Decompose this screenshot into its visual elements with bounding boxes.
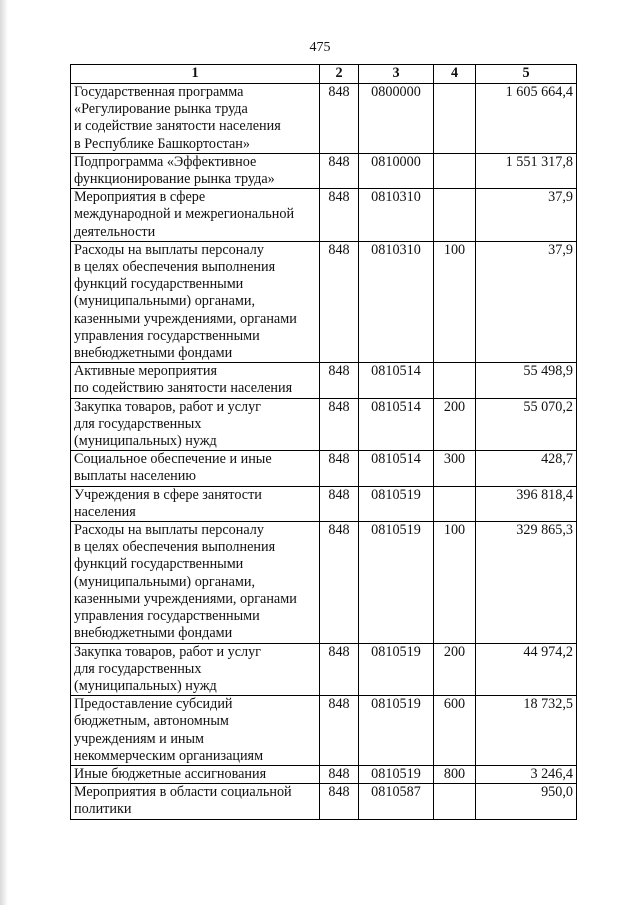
table-row [71, 696, 577, 766]
admin-code-cell: 848 [320, 522, 359, 643]
table-body [71, 84, 577, 820]
target-article-cell: 0810519 [359, 696, 434, 766]
amount-cell: 329 865,3 [476, 522, 577, 643]
expense-name-line: казенными учреждениями, органами [74, 310, 297, 327]
expense-type-cell [434, 486, 476, 521]
expense-name-line: для государственных [74, 660, 202, 677]
admin-code-cell: 848 [320, 189, 359, 242]
expense-name-line: Мероприятия в области социальной [74, 784, 292, 801]
expense-name-line: в Республике Башкортостан» [74, 135, 250, 152]
admin-code-cell: 848 [320, 363, 359, 398]
expense-name-line: казенными учреждениями, органами [74, 590, 297, 607]
expense-name-line: Закупка товаров, работ и услуг [74, 643, 261, 660]
expense-name-line: (муниципальных) нужд [74, 677, 217, 694]
target-article-cell: 0810310 [359, 241, 434, 362]
expense-name-line: Подпрограмма «Эффективное [74, 153, 257, 170]
expense-name-cell [71, 363, 320, 398]
expense-name-line: для государственных [74, 415, 202, 432]
admin-code-cell: 848 [320, 643, 359, 696]
expense-type-cell: 100 [434, 522, 476, 643]
expense-name-line: Социальное обеспечение и иные [74, 451, 272, 468]
admin-code-cell: 848 [320, 153, 359, 188]
expense-name-line: (муниципальных) нужд [74, 433, 217, 450]
expense-type-cell: 300 [434, 451, 476, 486]
expense-name-line: международной и межрегиональной [74, 206, 295, 223]
target-article-cell: 0810587 [359, 784, 434, 819]
table-row [71, 153, 577, 188]
expense-name-line: управления государственными [74, 608, 260, 625]
expense-name-line: населения [74, 503, 136, 520]
column-header: 2 [320, 65, 359, 84]
column-header: 3 [359, 65, 434, 84]
expense-type-cell [434, 363, 476, 398]
target-article-cell: 0810519 [359, 765, 434, 783]
target-article-cell: 0810310 [359, 189, 434, 242]
expense-name-cell [71, 522, 320, 643]
admin-code-cell: 848 [320, 451, 359, 486]
expense-type-cell: 200 [434, 398, 476, 451]
expense-name-cell [71, 153, 320, 188]
target-article-cell: 0810519 [359, 643, 434, 696]
expense-name-line: функций государственными [74, 556, 244, 573]
amount-cell: 3 246,4 [476, 765, 577, 783]
expense-name-line: Мероприятия в сфере [74, 189, 206, 206]
amount-cell: 1 551 317,8 [476, 153, 577, 188]
expense-name-cell [71, 241, 320, 362]
expense-name-cell [71, 189, 320, 242]
target-article-cell: 0810514 [359, 451, 434, 486]
scan-edge-shadow [0, 0, 8, 905]
expense-name-line: (муниципальными) органами, [74, 573, 256, 590]
table-row [71, 643, 577, 696]
amount-cell: 55 070,2 [476, 398, 577, 451]
expense-type-cell [434, 189, 476, 242]
admin-code-cell: 848 [320, 486, 359, 521]
column-header: 5 [476, 65, 577, 84]
table-row [71, 451, 577, 486]
expense-name-line: внебюджетными фондами [74, 625, 233, 642]
expense-name-line: выплаты населению [74, 468, 196, 485]
table-header-row [71, 65, 577, 84]
expense-name-cell [71, 486, 320, 521]
expense-name-cell [71, 398, 320, 451]
amount-cell: 18 732,5 [476, 696, 577, 766]
expense-type-cell: 600 [434, 696, 476, 766]
target-article-cell: 0810514 [359, 363, 434, 398]
amount-cell: 37,9 [476, 241, 577, 362]
expense-name-line: бюджетным, автономным [74, 713, 229, 730]
expense-name-cell [71, 84, 320, 154]
expense-name-line: Учреждения в сфере занятости [74, 486, 262, 503]
expense-name-line: внебюджетными фондами [74, 345, 233, 362]
target-article-cell: 0810519 [359, 486, 434, 521]
expense-name-line: политики [74, 801, 132, 818]
expense-name-line: (муниципальными) органами, [74, 293, 256, 310]
table-row [71, 241, 577, 362]
admin-code-cell: 848 [320, 784, 359, 819]
expense-name-line: управления государственными [74, 327, 260, 344]
amount-cell: 1 605 664,4 [476, 84, 577, 154]
expense-type-cell: 100 [434, 241, 476, 362]
table-row [71, 486, 577, 521]
expense-name-line: по содействию занятости населения [74, 380, 293, 397]
expense-type-cell: 200 [434, 643, 476, 696]
admin-code-cell: 848 [320, 241, 359, 362]
table-row [71, 363, 577, 398]
budget-table [70, 64, 577, 820]
admin-code-cell: 848 [320, 765, 359, 783]
column-header: 1 [71, 65, 320, 84]
expense-name-line: Закупка товаров, работ и услуг [74, 398, 261, 415]
expense-name-cell [71, 643, 320, 696]
table-row [71, 398, 577, 451]
expense-name-line: Активные мероприятия [74, 363, 217, 380]
table-row [71, 765, 577, 783]
target-article-cell: 0800000 [359, 84, 434, 154]
expense-type-cell [434, 84, 476, 154]
expense-name-line: Иные бюджетные ассигнования [74, 765, 267, 782]
amount-cell: 44 974,2 [476, 643, 577, 696]
admin-code-cell: 848 [320, 84, 359, 154]
admin-code-cell: 848 [320, 696, 359, 766]
expense-name-line: Государственная программа [74, 84, 244, 100]
table-row [71, 189, 577, 242]
target-article-cell: 0810514 [359, 398, 434, 451]
admin-code-cell: 848 [320, 398, 359, 451]
amount-cell: 37,9 [476, 189, 577, 242]
column-header: 4 [434, 65, 476, 84]
expense-name-line: деятельности [74, 223, 156, 240]
expense-name-line: некоммерческим организациям [74, 747, 264, 764]
expense-name-line: функций государственными [74, 276, 244, 293]
table-row [71, 84, 577, 154]
expense-name-line: Расходы на выплаты персоналу [74, 241, 264, 258]
expense-name-line: «Регулирование рынка труда [74, 101, 248, 118]
expense-name-line: в целях обеспечения выполнения [74, 539, 276, 556]
table-row [71, 522, 577, 643]
amount-cell: 950,0 [476, 784, 577, 819]
expense-name-line: в целях обеспечения выполнения [74, 259, 276, 276]
expense-name-cell [71, 784, 320, 819]
expense-name-line: Расходы на выплаты персоналу [74, 522, 264, 539]
expense-name-line: Предоставление субсидий [74, 696, 233, 713]
expense-name-line: функционирование рынка труда» [74, 171, 275, 188]
expense-name-line: и содействие занятости населения [74, 118, 281, 135]
target-article-cell: 0810519 [359, 522, 434, 643]
expense-type-cell: 800 [434, 765, 476, 783]
page-number: 475 [309, 40, 331, 55]
expense-type-cell [434, 784, 476, 819]
expense-name-cell [71, 696, 320, 766]
amount-cell: 396 818,4 [476, 486, 577, 521]
amount-cell: 428,7 [476, 451, 577, 486]
expense-name-cell [71, 451, 320, 486]
expense-name-cell [71, 765, 320, 783]
expense-type-cell [434, 153, 476, 188]
target-article-cell: 0810000 [359, 153, 434, 188]
expense-name-line: учреждениям и иным [74, 730, 205, 747]
table-row [71, 784, 577, 819]
amount-cell: 55 498,9 [476, 363, 577, 398]
